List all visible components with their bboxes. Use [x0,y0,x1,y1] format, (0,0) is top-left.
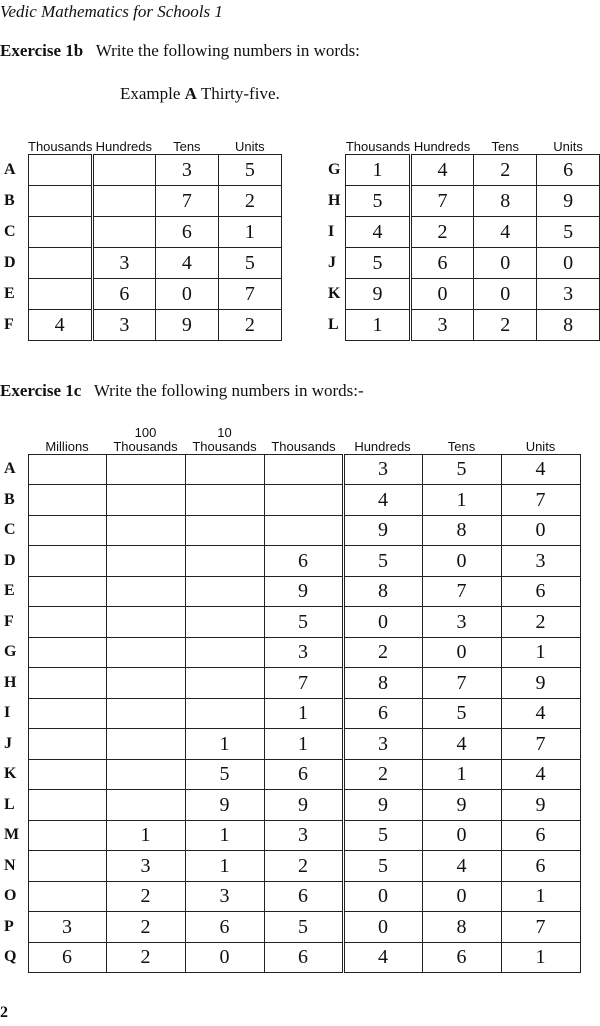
table-row [2,247,281,278]
table-cell: 2 [410,216,474,247]
table-cell [28,759,106,790]
table-cell [106,668,185,699]
table-cell: 2 [474,154,537,185]
row-label: M [4,826,20,844]
table-cell: 0 [343,607,422,638]
table-cell [28,698,106,729]
table-cell: 1 [501,881,580,912]
table-row [2,154,281,185]
table-row [2,216,281,247]
table-row [2,607,580,638]
table-cell: 3 [343,729,422,760]
table-cell: 9 [155,309,218,340]
table-cell [106,485,185,516]
table-cell: 3 [343,454,422,485]
table-cell [28,637,106,668]
table-cell: 4 [346,216,410,247]
table-cell: 3 [264,637,343,668]
table-cell: 7 [501,912,580,943]
column-header-bottom: Thousands [192,438,257,454]
column-header [185,420,264,454]
table-cell: 0 [501,515,580,546]
table-cell: 1 [264,729,343,760]
table-cell: 5 [343,820,422,851]
table-cell [28,881,106,912]
table-cell: 3 [155,154,218,185]
table-cell [28,607,106,638]
table-cell [264,485,343,516]
table-cell: 0 [343,912,422,943]
table-cell: 0 [474,247,537,278]
row-label: E [4,582,15,600]
example-letter: A [184,84,197,103]
table-cell: 0 [155,278,218,309]
table-cell: 6 [155,216,218,247]
table-row [2,185,281,216]
table-cell: 7 [155,185,218,216]
column-header: Thousands [28,138,93,154]
table-cell [106,759,185,790]
row-label: I [328,222,335,240]
table-cell: 8 [422,515,501,546]
column-header-bottom: Millions [45,438,89,454]
table-cell: 9 [185,790,264,821]
table-cell: 8 [343,668,422,699]
row-label: A [4,160,16,178]
table-row [326,309,600,340]
table-row [326,278,600,309]
table-cell: 5 [346,185,410,216]
table-cell: 4 [343,485,422,516]
table-cell: 3 [185,881,264,912]
table-cell: 2 [218,309,281,340]
table-cell: 9 [264,576,343,607]
table-cell: 3 [92,309,155,340]
table-cell: 2 [343,759,422,790]
table-cell: 5 [343,546,422,577]
table-cell [28,247,92,278]
table-cell [106,729,185,760]
table-row [2,698,580,729]
table-cell [28,154,92,185]
column-header [501,420,580,454]
table-cell: 3 [28,912,106,943]
column-header: Hundreds [413,138,471,154]
table-cell: 4 [501,759,580,790]
table-cell: 5 [264,912,343,943]
column-header [343,420,422,454]
column-header-blank [326,138,346,154]
table-cell: 5 [343,851,422,882]
exercise-1c-table [2,420,581,973]
table-cell: 9 [501,790,580,821]
table-cell: 0 [474,278,537,309]
column-header: Tens [173,138,201,154]
row-label: C [4,222,16,240]
table-cell: 9 [346,278,410,309]
table-cell: 3 [106,851,185,882]
table-cell: 9 [422,790,501,821]
table-cell: 1 [422,485,501,516]
table-cell: 5 [218,154,281,185]
table-cell [185,607,264,638]
table-cell: 1 [106,820,185,851]
table-cell [185,515,264,546]
table-row [2,942,580,973]
table-row [2,454,580,485]
table-cell: 9 [264,790,343,821]
table-cell: 1 [346,309,410,340]
table-cell: 9 [343,515,422,546]
table-cell [92,154,155,185]
column-header-bottom: Units [525,438,556,454]
table-cell: 0 [422,546,501,577]
exercise-1c-heading [0,381,364,401]
table-cell: 6 [264,881,343,912]
table-row [326,154,600,185]
exercise-1b-instruction: Write the following numbers in words: [95,41,360,60]
exercise-1b-heading [0,41,360,61]
table-cell [185,668,264,699]
row-label: I [4,704,11,722]
table-cell [28,454,106,485]
table-cell: 4 [343,942,422,973]
table-row [2,851,580,882]
table-cell: 6 [343,698,422,729]
table-cell [185,454,264,485]
table-cell [28,576,106,607]
row-label: A [4,460,16,478]
row-label: K [4,765,17,783]
table-cell: 3 [92,247,155,278]
table-cell: 3 [501,546,580,577]
table-cell: 0 [422,881,501,912]
table-cell: 0 [410,278,474,309]
row-label: B [4,490,15,508]
table-cell: 6 [501,851,580,882]
table-cell: 6 [28,942,106,973]
example-line [120,84,280,104]
table-cell: 0 [422,637,501,668]
row-label: H [4,673,17,691]
column-header-blank [2,420,28,454]
table-cell: 5 [185,759,264,790]
table-cell [28,546,106,577]
row-label: J [328,253,336,271]
row-label: H [328,191,341,209]
table-row [2,759,580,790]
table-cell: 1 [422,759,501,790]
table-cell [185,485,264,516]
table-cell: 1 [185,729,264,760]
table-cell: 9 [501,668,580,699]
table-cell [106,607,185,638]
table-cell: 6 [264,759,343,790]
example-prefix: Example [120,84,181,103]
table-cell [28,216,92,247]
table-cell [28,515,106,546]
table-cell: 4 [422,851,501,882]
table-cell: 8 [422,912,501,943]
table-cell: 0 [185,942,264,973]
table-cell: 2 [106,881,185,912]
table-cell [28,278,92,309]
table-cell: 6 [264,546,343,577]
running-header: Vedic Mathematics for Schools 1 [0,2,223,21]
table-row [2,790,580,821]
table-cell: 7 [501,729,580,760]
table-row [326,247,600,278]
row-label: D [4,253,16,271]
table-cell: 2 [106,912,185,943]
table-row [2,912,580,943]
row-label: F [4,612,14,630]
table-cell: 1 [264,698,343,729]
table-row [2,515,580,546]
table-cell: 1 [185,820,264,851]
row-label: K [328,284,341,302]
table-cell: 2 [106,942,185,973]
table-cell: 7 [218,278,281,309]
column-header: Thousands [345,138,411,154]
column-header-bottom: Hundreds [354,438,411,454]
row-label: L [4,795,15,813]
column-header [264,420,343,454]
table-cell: 4 [422,729,501,760]
table-cell: 0 [537,247,600,278]
table-row [2,485,580,516]
exercise-1b-table-right [326,138,600,341]
table-cell: 6 [501,820,580,851]
table-row [2,820,580,851]
row-label: E [4,284,15,302]
table-cell: 2 [343,637,422,668]
table-cell: 3 [537,278,600,309]
table-cell: 3 [264,820,343,851]
table-cell [28,485,106,516]
row-label: B [4,191,15,209]
table-cell [185,637,264,668]
table-cell: 2 [474,309,537,340]
table-cell [28,729,106,760]
table-cell: 0 [422,820,501,851]
column-header-bottom: Tens [447,438,476,454]
column-header-bottom: Thousands [271,438,336,454]
exercise-1b-label: Exercise 1b [0,41,84,60]
table-cell: 5 [346,247,410,278]
table-cell: 7 [422,668,501,699]
table-row [2,546,580,577]
table-cell: 4 [501,454,580,485]
column-header: Tens [491,138,519,154]
exercise-1c-instruction: Write the following numbers in words:- [93,381,364,400]
table-cell: 5 [422,454,501,485]
table-cell: 6 [537,154,600,185]
exercise-1c-label: Exercise 1c [0,381,82,400]
table-cell: 4 [501,698,580,729]
table-cell [106,698,185,729]
table-cell: 8 [474,185,537,216]
table-cell: 0 [343,881,422,912]
table-cell: 8 [537,309,600,340]
table-row [2,637,580,668]
table-cell [106,637,185,668]
table-cell [106,790,185,821]
row-label: P [4,917,14,935]
table-row [2,576,580,607]
table-cell: 5 [422,698,501,729]
row-label: L [328,315,339,333]
table-cell: 1 [501,637,580,668]
table-cell: 6 [410,247,474,278]
row-label: J [4,734,12,752]
table-row [2,668,580,699]
table-cell: 7 [410,185,474,216]
row-label: Q [4,948,17,966]
table-cell [28,790,106,821]
table-cell [185,546,264,577]
table-cell: 6 [92,278,155,309]
table-cell [92,185,155,216]
column-header: Hundreds [95,138,153,154]
table-cell: 4 [28,309,92,340]
table-cell: 8 [343,576,422,607]
table-cell [264,454,343,485]
table-cell: 4 [410,154,474,185]
table-cell [106,515,185,546]
table-cell [185,576,264,607]
table-cell: 7 [264,668,343,699]
table-cell [106,454,185,485]
table-row [2,309,281,340]
column-header [106,420,185,454]
table-cell: 6 [185,912,264,943]
column-header-blank [2,138,28,154]
table-cell: 6 [422,942,501,973]
example-text: Thirty-five. [200,84,280,103]
table-cell: 5 [537,216,600,247]
table-cell: 6 [264,942,343,973]
table-cell: 4 [474,216,537,247]
table-cell: 5 [264,607,343,638]
exercise-1b-table-left [2,138,282,341]
column-header-top: 10 [217,425,232,441]
row-label: C [4,521,16,539]
table-cell: 7 [422,576,501,607]
page-number: 2 [0,1004,8,1021]
table-row [326,216,600,247]
table-cell: 1 [218,216,281,247]
table-cell: 2 [264,851,343,882]
table-cell: 7 [501,485,580,516]
column-header-top: 100 [134,425,157,441]
table-cell: 5 [218,247,281,278]
table-cell: 2 [218,185,281,216]
column-header: Units [235,138,265,154]
table-cell [28,820,106,851]
table-row [2,881,580,912]
table-cell: 3 [422,607,501,638]
table-cell: 9 [343,790,422,821]
table-cell [106,546,185,577]
table-row [326,185,600,216]
table-cell: 4 [155,247,218,278]
table-cell [264,515,343,546]
column-header: Units [553,138,583,154]
table-cell: 6 [501,576,580,607]
row-label: F [4,315,14,333]
column-header [422,420,501,454]
row-label: O [4,887,17,905]
row-label: G [4,643,17,661]
row-label: G [328,160,341,178]
row-label: D [4,551,16,569]
table-cell [28,185,92,216]
table-cell [106,576,185,607]
table-cell: 2 [501,607,580,638]
row-label: N [4,856,16,874]
table-cell: 9 [537,185,600,216]
column-header-bottom: Thousands [113,438,178,454]
table-cell [185,698,264,729]
table-cell [92,216,155,247]
table-row [2,278,281,309]
table-cell: 1 [185,851,264,882]
table-cell: 1 [501,942,580,973]
table-cell: 1 [346,154,410,185]
table-cell [28,851,106,882]
table-cell: 3 [410,309,474,340]
table-cell [28,668,106,699]
table-row [2,729,580,760]
column-header [28,420,106,454]
